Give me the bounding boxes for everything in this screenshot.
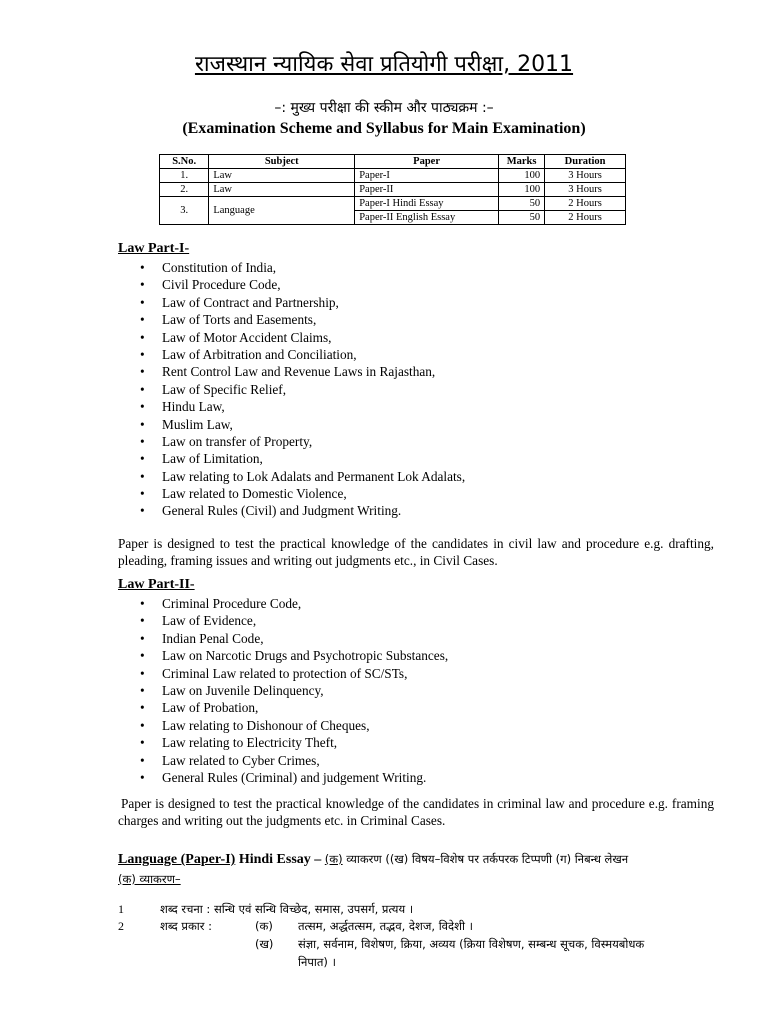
list-item: • Law relating to Dishonour of Cheques, — [140, 717, 370, 733]
list-item: • Criminal Procedure Code, — [140, 596, 302, 611]
header-paper: Paper — [355, 155, 499, 169]
cell-subject: Law — [209, 169, 355, 183]
cell-subject: Law — [209, 183, 355, 197]
list-item: • Law related to Cyber Crimes, — [140, 752, 320, 768]
list-item: • Law of Probation, — [140, 700, 259, 716]
table-header-row — [160, 155, 626, 169]
cell-sno: 3. — [160, 197, 209, 225]
list-item: • Law on Narcotic Drugs and Psychotropic Substances, — [140, 648, 449, 664]
header-duration: Duration — [545, 155, 626, 169]
cell-paper: Paper-I — [355, 169, 499, 183]
cell-marks: 100 — [498, 169, 544, 183]
examination-scheme-table — [159, 154, 626, 225]
list-item: • Law of Contract and Partnership, — [140, 294, 339, 310]
cell-paper: Paper-I Hindi Essay — [355, 197, 499, 211]
list-item: • Criminal Law related to protection of SC/STs, — [140, 665, 408, 681]
cell-duration: 2 Hours — [545, 197, 626, 211]
scheme-subtitle-english: (Examination Scheme and Syllabus for Main Examination) — [182, 120, 586, 137]
list-item: • Law relating to Electricity Theft, — [140, 735, 338, 751]
law-part-1-list — [140, 259, 465, 520]
grammar-line-2-label: शब्द प्रकार : — [160, 919, 212, 933]
language-paper-label: Language (Paper-I) — [118, 852, 236, 867]
grammar-line-2b-text: संज्ञा, सर्वनाम, विशेषण, क्रिया, अव्यय (क्रिया विशेषण, सम्बन्ध सूचक, विस्मयबोधक — [298, 937, 645, 951]
list-item: • General Rules (Civil) and Judgment Writing. — [140, 503, 402, 519]
cell-paper: Paper-II English Essay — [355, 211, 499, 225]
grammar-line-2a-marker: (क) — [255, 919, 273, 933]
law-part-1-note: Paper is designed to test the practical knowledge of the candidates in civil law and procedure e.g. drafting, pleading, framing issues and writing out judgments etc., in Civil Cases. — [118, 536, 714, 568]
table-row — [160, 183, 626, 197]
cell-sno: 2. — [160, 183, 209, 197]
language-topics: व्याकरण ((ख) विषय–विशेष पर तर्कपरक टिप्पणी (ग) निबन्ध लेखन — [342, 852, 629, 866]
cell-marks: 100 — [498, 183, 544, 197]
cell-subject: Language — [209, 197, 355, 225]
table-row — [160, 169, 626, 183]
document-title: राजस्थान न्यायिक सेवा प्रतियोगी परीक्षा, 2011 — [194, 52, 574, 77]
list-item: • Law of Evidence, — [140, 613, 257, 629]
cell-duration: 3 Hours — [545, 169, 626, 183]
list-item: • Indian Penal Code, — [140, 630, 264, 646]
law-part-1-heading: Law Part-I- — [118, 241, 190, 256]
item-number: 1 — [118, 902, 124, 916]
language-essay-label: Hindi Essay – — [235, 852, 325, 867]
header-marks: Marks — [498, 155, 544, 169]
list-item: • Civil Procedure Code, — [140, 277, 281, 293]
list-item: • Rent Control Law and Revenue Laws in Rajasthan, — [140, 364, 436, 380]
header-subject: Subject — [209, 155, 355, 169]
list-item: • Law of Limitation, — [140, 451, 263, 467]
grammar-line-2b-marker: (ख) — [255, 937, 274, 951]
list-item: • Law of Motor Accident Claims, — [140, 329, 332, 345]
grammar-subheading: (क) व्याकरण– — [118, 872, 181, 886]
list-item: • Law of Specific Relief, — [140, 381, 287, 397]
cell-paper: Paper-II — [355, 183, 499, 197]
grammar-line-2b-continuation: निपात) । — [298, 955, 336, 969]
cell-marks: 50 — [498, 211, 544, 225]
list-item: • Constitution of India, — [140, 260, 277, 275]
list-item: • Law of Torts and Easements, — [140, 312, 317, 328]
item-number: 2 — [118, 919, 124, 933]
grammar-line-1: शब्द रचना : सन्धि एवं सन्धि विच्छेद, समास, उपसर्ग, प्रत्यय । — [160, 902, 414, 916]
list-item: • Law on Juvenile Delinquency, — [140, 682, 324, 698]
list-item: • Hindu Law, — [140, 399, 225, 415]
law-part-2-note: Paper is designed to test the practical knowledge of the candidates in criminal law and procedure e.g. framing charges and writing out the judgments etc. in Criminal Cases. — [118, 796, 714, 828]
scheme-subtitle-hindi: –: मुख्य परीक्षा की स्कीम और पाठ्यक्रम :– — [274, 100, 494, 116]
cell-duration: 3 Hours — [545, 183, 626, 197]
cell-marks: 50 — [498, 197, 544, 211]
grammar-line-2a-text: तत्सम, अर्द्धतत्सम, तद्भव, देशज, विदेशी । — [298, 919, 473, 933]
list-item: • Law relating to Lok Adalats and Permanent Lok Adalats, — [140, 468, 466, 484]
law-part-2-heading: Law Part-II- — [118, 577, 195, 592]
list-item: • Muslim Law, — [140, 416, 233, 432]
list-item: • General Rules (Criminal) and judgement Writing. — [140, 769, 427, 785]
law-part-2-list — [140, 595, 448, 786]
list-item: • Law of Arbitration and Conciliation, — [140, 346, 357, 362]
cell-duration: 2 Hours — [545, 211, 626, 225]
table-row — [160, 197, 626, 211]
list-item: • Law related to Domestic Violence, — [140, 486, 347, 502]
list-item: • Law on transfer of Property, — [140, 433, 313, 449]
language-heading — [118, 852, 628, 868]
header-sno: S.No. — [160, 155, 209, 169]
cell-sno: 1. — [160, 169, 209, 183]
language-ka-marker: (क) — [324, 852, 343, 866]
